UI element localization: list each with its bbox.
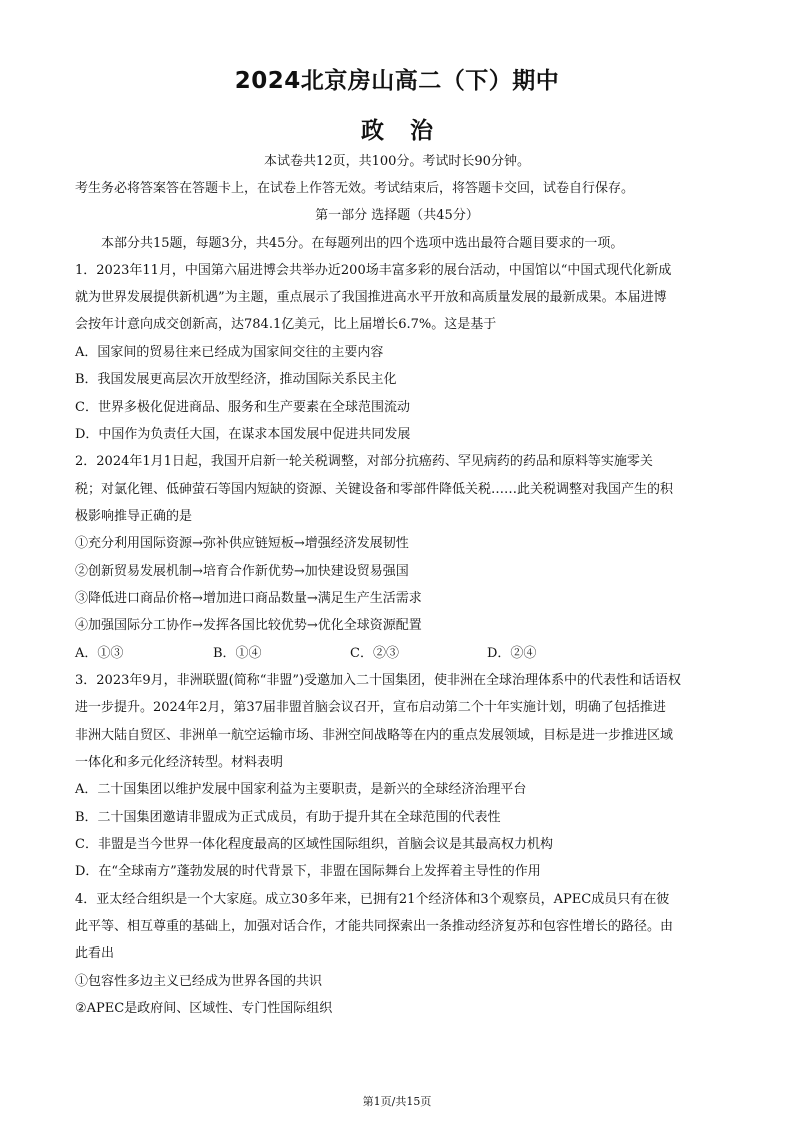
exam-notice: 考生务必将答案答在答题卡上，在试卷上作答无效。考试结束后，将答题卡交回，试卷自行保存。 xyxy=(75,181,635,196)
q2-item-3: ③降低进口商品价格→增加进口商品数量→满足生产生活需求 xyxy=(75,591,422,606)
q3-stem-line: 3．2023年9月，非洲联盟(简称“非盟”)受邀加入二十国集团，使非洲在全球治理体系中的代表性和话语权 xyxy=(75,673,682,688)
q3-option-d: D．在“全球南方”蓬勃发展的时代背景下，非盟在国际舞台上发挥着主导性的作用 xyxy=(75,864,541,879)
q4-stem-line: 此看出 xyxy=(75,946,115,961)
q2-item-2: ②创新贸易发展机制→培育合作新优势→加快建设贸易强国 xyxy=(75,564,409,579)
section-instructions: 本部分共15题，每题3分，共45分。在每题列出的四个选项中选出最符合题目要求的一项。 xyxy=(101,236,624,251)
q1-option-a: A．国家间的贸易往来已经成为国家间交往的主要内容 xyxy=(75,345,384,360)
exam-info: 本试卷共12页，共100分。考试时长90分钟。 xyxy=(264,154,530,169)
q3-stem-line: 进一步提升。2024年2月，第37届非盟首脑会议召开，宣布启动第二个十年实施计划，明确了包括推进 xyxy=(75,700,666,715)
q2-option-c: C．②③ xyxy=(350,646,399,661)
q3-option-b: B．二十国集团邀请非盟成为正式成员，有助于提升其在全球范围的代表性 xyxy=(75,810,501,825)
q2-stem-line: 极影响推导正确的是 xyxy=(75,509,193,524)
q3-option-c: C．非盟是当今世界一体化程度最高的区域性国际组织，首脑会议是其最高权力机构 xyxy=(75,837,553,852)
page-number: 第1页/共15页 xyxy=(362,1095,432,1108)
q1-stem-line: 就为世界发展提供新机遇”为主题，重点展示了我国推进高水平开放和高质量发展的最新成果。本届进博 xyxy=(75,290,667,305)
subject-title: 政治 xyxy=(361,118,459,144)
q2-item-4: ④加强国际分工协作→发挥各国比较优势→优化全球资源配置 xyxy=(75,618,422,633)
q1-option-c: C．世界多极化促进商品、服务和生产要素在全球范围流动 xyxy=(75,400,410,415)
q4-item-2: ②APEC是政府间、区域性、专门性国际组织 xyxy=(75,1001,333,1016)
q1-option-b: B．我国发展更高层次开放型经济，推动国际关系民主化 xyxy=(75,372,397,387)
q2-item-1: ①充分利用国际资源→弥补供应链短板→增强经济发展韧性 xyxy=(75,536,409,551)
q1-stem-line: 会按年计意向成交创新高，达784.1亿美元，比上届增长6.7%。这是基于 xyxy=(75,317,497,332)
q1-stem-line: 1．2023年11月，中国第六届进博会共举办近200场丰富多彩的展台活动，中国馆以“中国式现代化新成 xyxy=(75,263,672,278)
q3-stem-line: 一体化和多元化经济转型。材料表明 xyxy=(75,755,284,770)
q3-stem-line: 非洲大陆自贸区、非洲单一航空运输市场、非洲空间战略等在内的重点发展领域，目标是进一步推进区域 xyxy=(75,728,674,743)
section-title: 第一部分 选择题（共45分） xyxy=(315,208,479,223)
q1-option-d: D．中国作为负责任大国，在谋求本国发展中促进共同发展 xyxy=(75,427,411,442)
q3-option-a: A．二十国集团以维护发展中国家利益为主要职责，是新兴的全球经济治理平台 xyxy=(75,782,527,797)
q4-stem-line: 此平等、相互尊重的基础上，加强对话合作，才能共同探索出一条推动经济复苏和包容性增长的路径。由 xyxy=(75,919,674,934)
q2-option-d: D．②④ xyxy=(487,646,537,661)
q2-option-b: B．①④ xyxy=(213,646,262,661)
q2-stem-line: 2．2024年1月1日起，我国开启新一轮关税调整，对部分抗癌药、罕见病药的药品和原料等实施零关 xyxy=(75,454,653,469)
q4-stem-line: 4．亚太经合组织是一个大家庭。成立30多年来，已拥有21个经济体和3个观察员，APEC成员只有在彼 xyxy=(75,892,670,907)
q2-option-a: A．①③ xyxy=(75,646,124,661)
exam-title: 2024北京房山高二（下）期中 xyxy=(234,68,560,94)
q4-item-1: ①包容性多边主义已经成为世界各国的共识 xyxy=(75,974,323,989)
q2-stem-line: 税；对氯化锂、低砷萤石等国内短缺的资源、关键设备和零部件降低关税……此关税调整对我国产生的积 xyxy=(75,482,674,497)
